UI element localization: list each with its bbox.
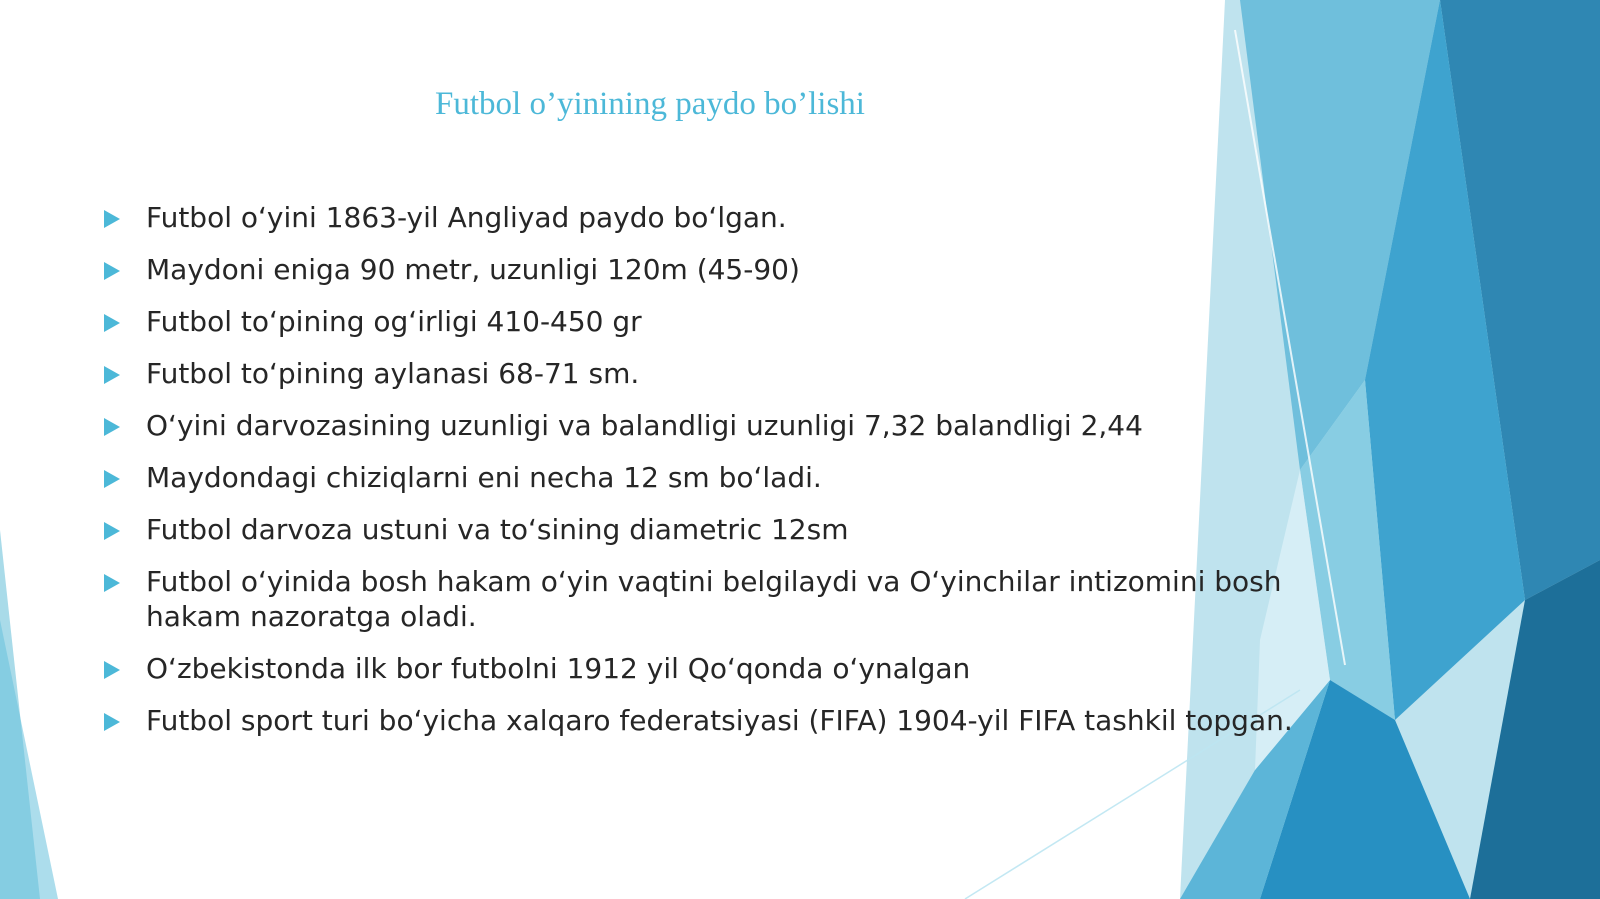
triangle-play-icon — [104, 661, 120, 679]
triangle-play-icon — [104, 418, 120, 436]
bullet-text: Maydondagi chiziqlarni eni necha 12 sm boʻladi. — [146, 461, 822, 494]
list-item — [100, 651, 1300, 686]
bullet-text: Oʻzbekistonda ilk bor futbolni 1912 yil Qoʻqonda oʻynalgan — [146, 652, 971, 685]
list-item — [100, 408, 1300, 443]
triangle-play-icon — [104, 262, 120, 280]
triangle-play-icon — [104, 470, 120, 488]
bullet-text: Futbol oʻyinida bosh hakam oʻyin vaqtini belgilaydi va Oʻyinchilar intizomini bosh hakam nazoratga oladi. — [146, 565, 1282, 633]
list-item — [100, 200, 1300, 235]
bullet-text: Futbol toʻpining aylanasi 68-71 sm. — [146, 357, 640, 390]
triangle-play-icon — [104, 713, 120, 731]
triangle-play-icon — [104, 522, 120, 540]
triangle-play-icon — [104, 366, 120, 384]
list-item — [100, 703, 1300, 738]
bullet-text: Futbol darvoza ustuni va toʻsining diametric 12sm — [146, 513, 849, 546]
bullet-text: Futbol toʻpining ogʻirligi 410-450 gr — [146, 305, 642, 338]
bullet-list — [100, 200, 1300, 755]
triangle-play-icon — [104, 314, 120, 332]
list-item — [100, 460, 1300, 495]
triangle-play-icon — [104, 210, 120, 228]
list-item — [100, 252, 1300, 287]
list-item — [100, 512, 1300, 547]
list-item — [100, 564, 1300, 634]
bullet-text: Oʻyini darvozasining uzunligi va balandligi uzunligi 7,32 balandligi 2,44 — [146, 409, 1143, 442]
bullet-text: Futbol oʻyini 1863-yil Angliyad paydo boʻlgan. — [146, 201, 787, 234]
slide-title: Futbol o’yinining paydo bo’lishi — [435, 86, 865, 122]
list-item — [100, 356, 1300, 391]
bullet-text: Maydoni eniga 90 metr, uzunligi 120m (45-90) — [146, 253, 800, 286]
list-item — [100, 304, 1300, 339]
triangle-play-icon — [104, 574, 120, 592]
bullet-text: Futbol sport turi boʻyicha xalqaro federatsiyasi (FIFA) 1904-yil FIFA tashkil topgan. — [146, 704, 1293, 737]
